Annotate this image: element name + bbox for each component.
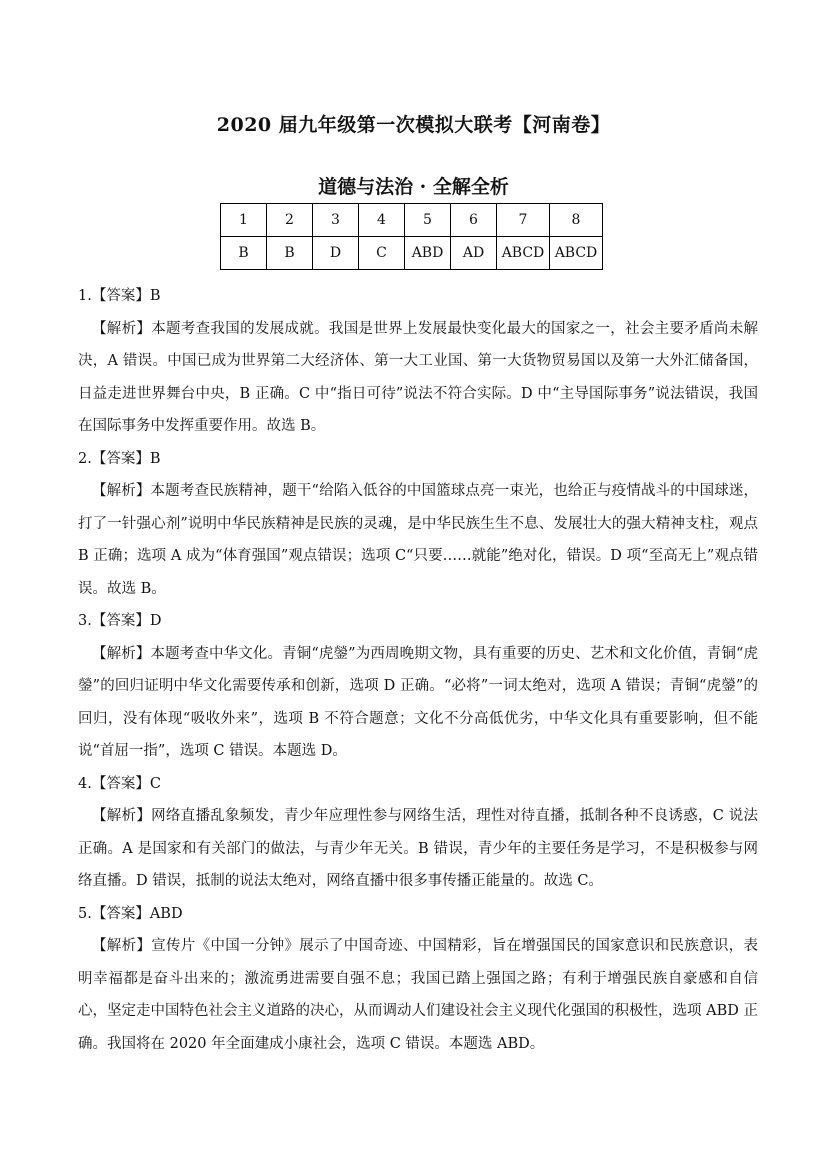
answer-cell: ABD	[405, 237, 451, 270]
explanation-text: 【解析】本题考查民族精神，题干“给陷入低谷的中国篮球点亮一束光，也给正与疫情战斗的中国球迷，打了一针强心剂”说明中华民族精神是民族的灵魂，是中华民族生生不息、发展壮大的强大精神支柱，观点 B 正确；选项 A 成为“体育强国”观点错误；选项 C“只要……就能”绝对化，错误。D 项“至高无上”观点错误。故选 B。	[78, 483, 758, 597]
question-block-3	[78, 605, 758, 768]
question-block-4	[78, 768, 758, 898]
document-title: 2020 届九年级第一次模拟大联考【河南卷】	[216, 114, 611, 136]
question-number-cell: 5	[405, 204, 451, 237]
question-number-cell: 1	[221, 204, 267, 237]
answer-cell: ABCD	[497, 237, 550, 270]
answer-cell: B	[267, 237, 313, 270]
answer-cell: AD	[451, 237, 497, 270]
question-block-2	[78, 443, 758, 606]
answer-line: 2.【答案】B	[78, 450, 161, 467]
question-block-1	[78, 280, 758, 443]
question-number-cell: 4	[359, 204, 405, 237]
answer-cell: D	[313, 237, 359, 270]
answer-table-answer-row	[221, 237, 603, 270]
question-number-cell: 8	[550, 204, 603, 237]
question-number-cell: 2	[267, 204, 313, 237]
answer-line: 4.【答案】C	[78, 775, 161, 792]
question-block-5	[78, 898, 758, 1061]
answer-line: 1.【答案】B	[78, 288, 161, 304]
question-number-cell: 3	[313, 204, 359, 237]
answer-table	[220, 203, 603, 270]
answer-table-number-row	[221, 204, 603, 237]
answer-cell: B	[221, 237, 267, 270]
answer-line: 3.【答案】D	[78, 613, 162, 629]
document-subtitle: 道德与法治 · 全解全析	[318, 176, 509, 198]
answer-cell: ABCD	[550, 237, 603, 270]
explanation-text: 【解析】本题考查我国的发展成就。我国是世界上发展最快变化最大的国家之一，社会主要矛盾尚未解决，A 错误。中国已成为世界第二大经济体、第一大工业国、第一大货物贸易国以及第一大外汇储备国，日益走进世界舞台中央，B 正确。C 中“指日可待”说法不符合实际。D 中“主导国际事务”说法错误，我国在国际事务中发挥重要作用。故选 B。	[78, 320, 758, 434]
explanation-text: 【解析】宣传片《中国一分钟》展示了中国奇迹、中国精彩，旨在增强国民的国家意识和民族意识，表明幸福都是奋斗出来的；激流勇进需要自强不息；我国已踏上强国之路；有利于增强民族自豪感和自信心，坚定走中国特色社会主义道路的决心，从而调动人们建设社会主义现代化强国的积极性，选项 ABD 正确。我国将在 2020 年全面建成小康社会，选项 C 错误。本题选 ABD。	[78, 938, 758, 1052]
question-number-cell: 6	[451, 204, 497, 237]
answer-cell: C	[359, 237, 405, 270]
answer-line: 5.【答案】ABD	[78, 905, 183, 922]
explanation-text: 【解析】本题考查中华文化。青铜“虎鎣”为西周晚期文物，具有重要的历史、艺术和文化价值，青铜“虎鎣”的回归证明中华文化需要传承和创新，选项 D 正确。“必将”一词太绝对，选项 A 错误；青铜“虎鎣”的回归，没有体现“吸收外来”，选项 B 不符合题意；文化不分高低优劣，中华文化具有重要影响，但不能说“首屈一指”，选项 C 错误。本题选 D。	[78, 645, 758, 759]
explanation-text: 【解析】网络直播乱象频发，青少年应理性参与网络生活，理性对待直播，抵制各种不良诱惑，C 说法正确。A 是国家和有关部门的做法，与青少年无关。B 错误，青少年的主要任务是学习，不是积极参与网络直播。D 错误，抵制的说法太绝对，网络直播中很多事传播正能量的。故选 C。	[78, 808, 758, 889]
question-number-cell: 7	[497, 204, 550, 237]
analysis-content	[78, 280, 758, 1060]
